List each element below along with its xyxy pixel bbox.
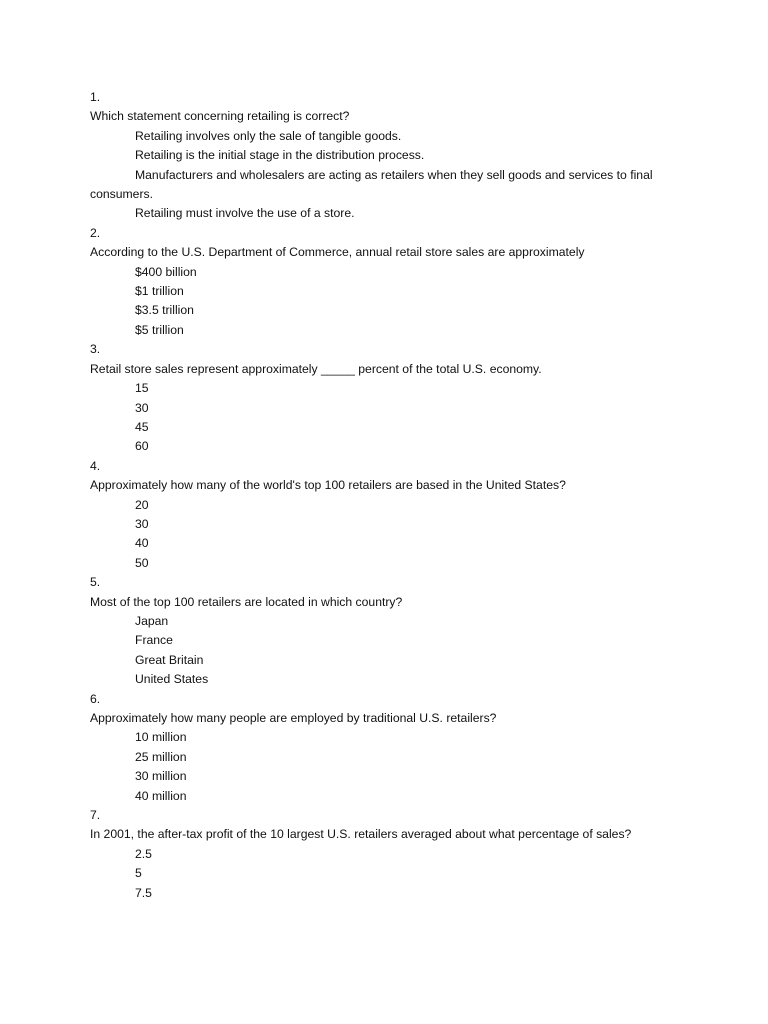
answer-option: 60 (135, 439, 149, 454)
answer-option: 2.5 (135, 846, 152, 861)
answer-option: 50 (135, 555, 149, 570)
question-5 (90, 573, 680, 689)
answer-option: France (135, 633, 173, 648)
question-6 (90, 690, 680, 806)
answer-option: Retailing is the initial stage in the distribution process. (135, 148, 425, 163)
question-text: Which statement concerning retailing is correct? (90, 109, 350, 124)
question-text: Most of the top 100 retailers are located in which country? (90, 594, 403, 609)
answer-option: 15 (135, 381, 149, 396)
question-1 (90, 88, 680, 224)
answer-option: Japan (135, 613, 169, 628)
question-text: In 2001, the after-tax profit of the 10 largest U.S. retailers averaged about what percentage of sales? (90, 827, 632, 842)
answer-option: 30 million (135, 769, 187, 784)
answer-option: $3.5 trillion (135, 303, 194, 318)
answer-option: 30 (135, 516, 149, 531)
answer-option: $5 trillion (135, 322, 184, 337)
answer-option: 30 (135, 400, 149, 415)
question-number: 2. (90, 225, 101, 240)
question-text: Approximately how many of the world's top 100 retailers are based in the United States? (90, 478, 566, 493)
answer-option: $400 billion (135, 264, 197, 279)
question-number: 3. (90, 342, 101, 357)
question-number: 5. (90, 575, 101, 590)
question-number: 7. (90, 808, 101, 823)
answer-option: Retailing must involve the use of a store. (135, 206, 355, 221)
answer-option: 40 (135, 536, 149, 551)
answer-option: Retailing involves only the sale of tangible goods. (135, 128, 402, 143)
answer-option: 45 (135, 419, 149, 434)
question-number: 6. (90, 691, 101, 706)
answer-option: Manufacturers and wholesalers are acting as retailers when they sell goods and services to final consumers. (90, 167, 653, 202)
answer-option: 5 (135, 866, 142, 881)
answer-option: 10 million (135, 730, 187, 745)
answer-option: 40 million (135, 788, 187, 803)
question-7 (90, 806, 680, 903)
question-list (90, 88, 680, 903)
question-2 (90, 224, 680, 340)
answer-option: $1 trillion (135, 284, 184, 299)
question-number: 4. (90, 458, 101, 473)
question-text: Retail store sales represent approximately _____ percent of the total U.S. economy. (90, 361, 542, 376)
answer-option: 7.5 (135, 885, 152, 900)
question-text: Approximately how many people are employed by traditional U.S. retailers? (90, 711, 497, 725)
answer-option: 20 (135, 497, 149, 512)
question-text: According to the U.S. Department of Commerce, annual retail store sales are approximately (90, 245, 585, 260)
answer-option: United States (135, 672, 209, 687)
question-number: 1. (90, 90, 101, 104)
answer-option: 25 million (135, 749, 187, 764)
question-3 (90, 340, 680, 456)
question-4 (90, 457, 680, 573)
answer-option: Great Britain (135, 652, 204, 667)
